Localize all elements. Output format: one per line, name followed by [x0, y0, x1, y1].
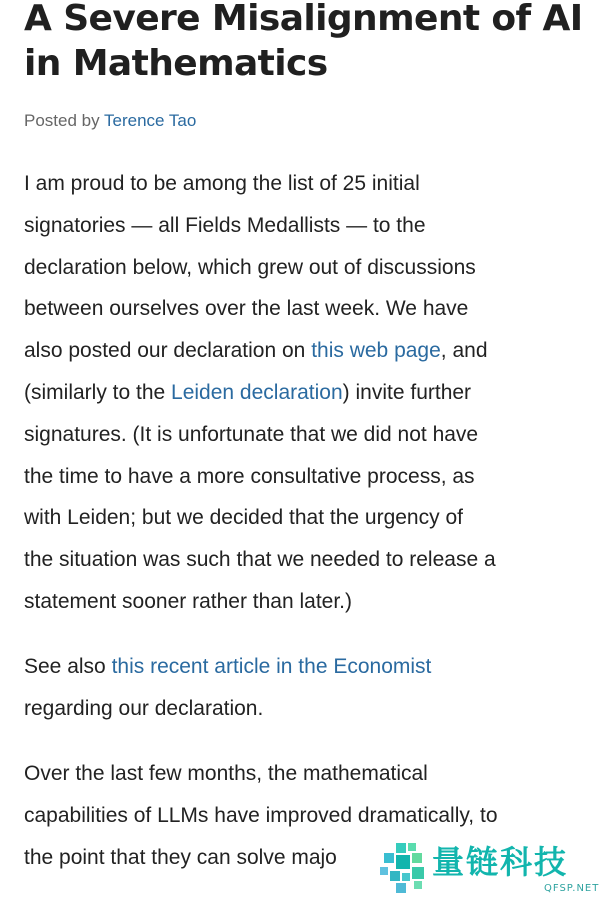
paragraph-intro: [24, 163, 584, 623]
paragraph-line: between ourselves over the last week. We have: [24, 297, 469, 321]
paragraph-line: declaration below, which grew out of discussions: [24, 255, 476, 279]
paragraph-line: I am proud to be among the list of 25 initial: [24, 172, 420, 195]
byline: [24, 109, 584, 133]
paragraph-line: the time to have a more consultative process, as: [24, 464, 475, 488]
watermark-logo-icon: [378, 841, 432, 895]
paragraph-line: capabilities of LLMs have improved dramatically, to: [24, 804, 498, 828]
paragraph-text: also posted our declaration on: [24, 339, 312, 363]
web-page-link[interactable]: this web page: [311, 339, 441, 363]
leiden-declaration-link[interactable]: Leiden declaration: [171, 380, 343, 404]
paragraph-line: signatures. (It is unfortunate that we did not have: [24, 422, 479, 446]
paragraph-line: statement sooner rather than later.): [24, 589, 353, 613]
paragraph-text: ) invite further: [342, 380, 472, 404]
watermark-text: 量链科技: [432, 843, 569, 881]
paragraph-line: signatories — all Fields Medallists — to the: [24, 213, 426, 237]
blog-post: [24, 0, 584, 879]
economist-article-link[interactable]: this recent article in the Economist: [111, 654, 432, 678]
watermark: [378, 835, 600, 897]
paragraph-text: , and: [440, 339, 488, 363]
byline-prefix: Posted by: [24, 111, 100, 130]
paragraph-see-also: [24, 646, 584, 730]
paragraph-line: Over the last few months, the mathematical: [24, 762, 428, 786]
post-title-line-2: in Mathematics: [24, 43, 328, 84]
paragraph-text: (similarly to the: [24, 380, 172, 404]
paragraph-line: with Leiden; but we decided that the urgency of: [24, 506, 463, 530]
paragraph-text: See also: [24, 654, 112, 678]
post-title-line-1: A Severe Misalignment of AI: [24, 0, 583, 39]
post-title: [24, 0, 584, 86]
paragraph-line: the situation was such that we needed to release a: [24, 548, 496, 572]
author-link[interactable]: Terence Tao: [104, 111, 197, 130]
paragraph-line: regarding our declaration.: [24, 696, 264, 720]
paragraph-line: the point that they can solve majo: [24, 845, 337, 869]
watermark-subtext: QFSP.NET: [544, 883, 600, 894]
